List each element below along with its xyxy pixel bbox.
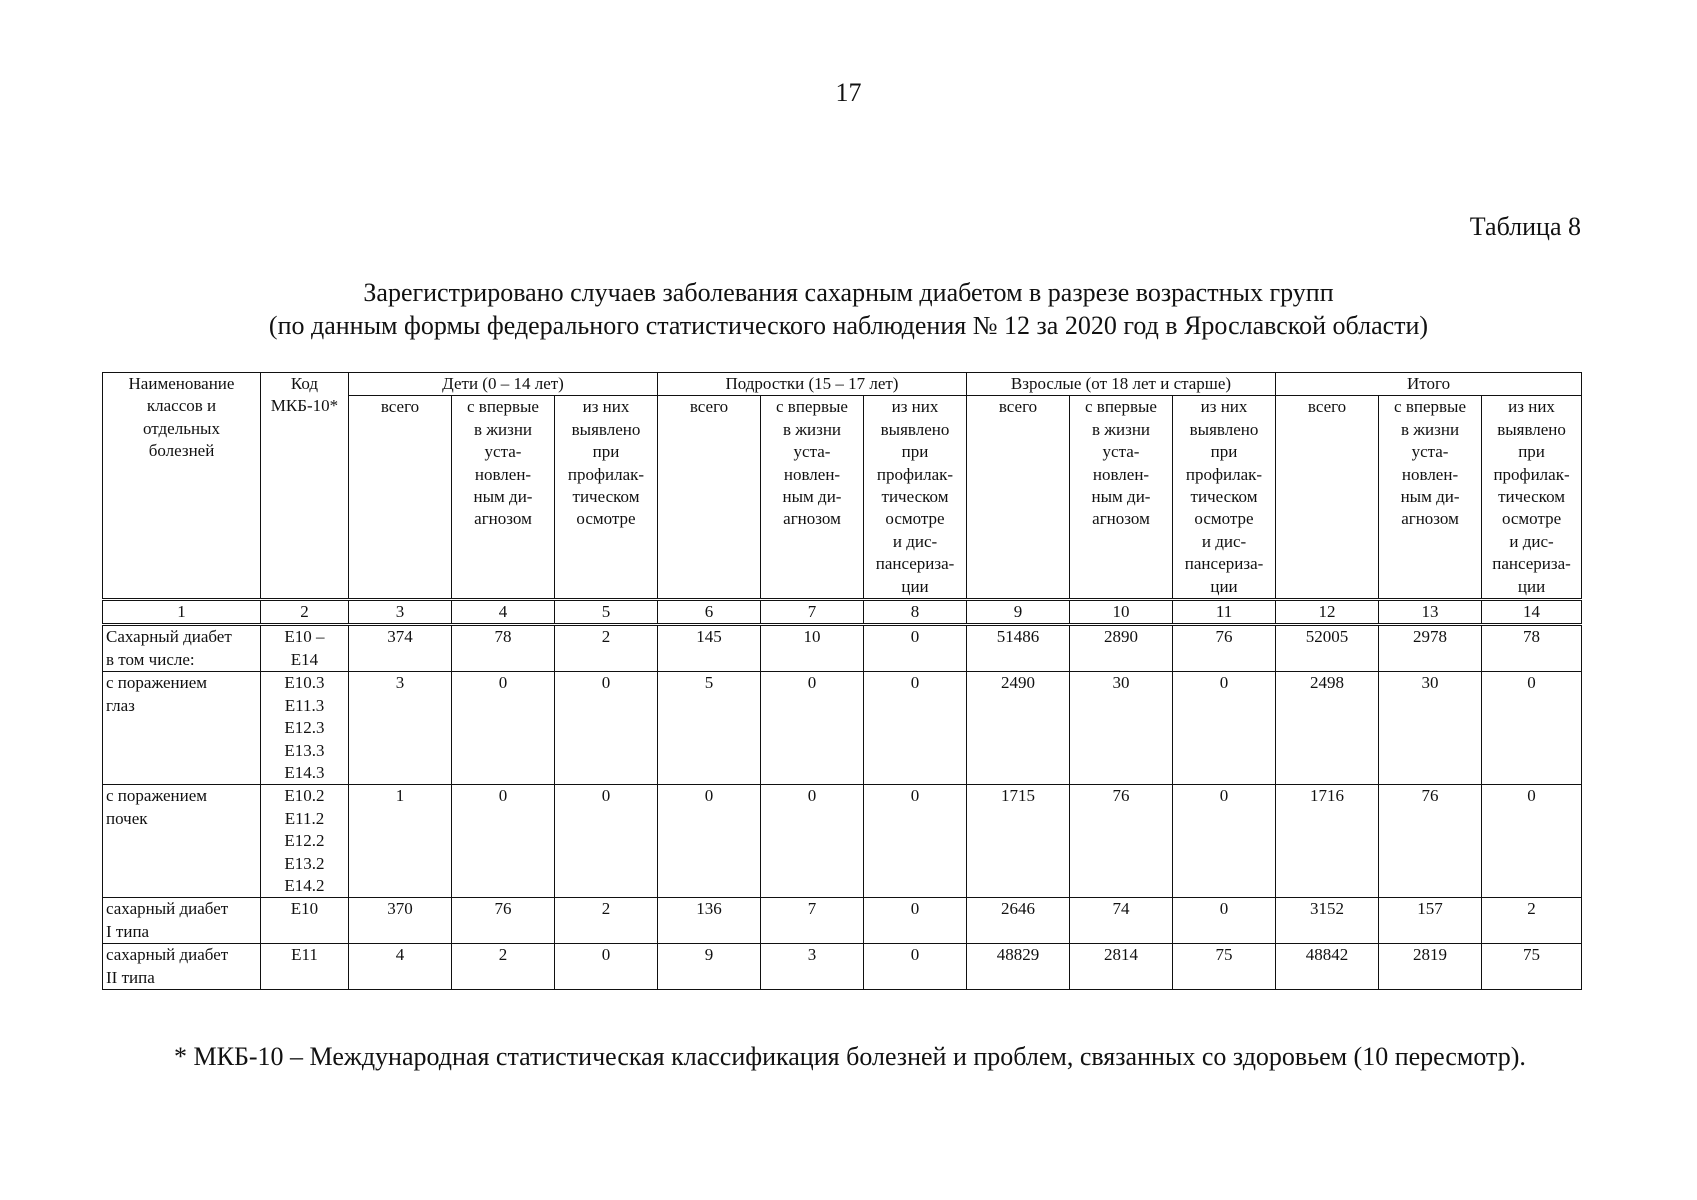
- header-name: Наименование классов и отдельных болезней: [103, 373, 261, 600]
- table-cell: 3152: [1276, 898, 1379, 944]
- table-cell: 76: [1173, 625, 1276, 672]
- table-cell: 3: [761, 944, 864, 990]
- table-cell: 76: [1379, 785, 1482, 898]
- table-cell: 2490: [967, 672, 1070, 785]
- table-cell: 30: [1379, 672, 1482, 785]
- table-title-line-1: Зарегистрировано случаев заболевания сахарным диабетом в разрезе возрастных групп: [363, 278, 1334, 307]
- table-cell: 157: [1379, 898, 1482, 944]
- table-row-diabetes-total: [103, 625, 1582, 672]
- table-label: Таблица 8: [1469, 212, 1581, 241]
- table-cell: 52005: [1276, 625, 1379, 672]
- table-cell: 0: [1173, 672, 1276, 785]
- table-cell: 1716: [1276, 785, 1379, 898]
- table-cell: 0: [555, 785, 658, 898]
- table-cell: 0: [555, 944, 658, 990]
- column-number: 11: [1173, 600, 1276, 625]
- table-cell: 48842: [1276, 944, 1379, 990]
- column-number: 2: [261, 600, 349, 625]
- table-cell: 76: [1070, 785, 1173, 898]
- header-row-groups: [103, 373, 1582, 396]
- table-row-type-1: [103, 898, 1582, 944]
- data-table: [102, 372, 1582, 990]
- header-sub-first: с впервые в жизни уста- новлен- ным ди- агнозом: [452, 396, 555, 600]
- header-group-teens: Подростки (15 – 17 лет): [658, 373, 967, 396]
- table-cell: 136: [658, 898, 761, 944]
- table-cell: 1: [349, 785, 452, 898]
- table-cell: 2978: [1379, 625, 1482, 672]
- header-group-adults: Взрослые (от 18 лет и старше): [967, 373, 1276, 396]
- table-cell: 2890: [1070, 625, 1173, 672]
- row-code: Е10: [261, 898, 349, 944]
- table-cell: 4: [349, 944, 452, 990]
- table-cell: 0: [761, 672, 864, 785]
- page-number: 17: [835, 78, 862, 107]
- column-number: 1: [103, 600, 261, 625]
- column-number: 6: [658, 600, 761, 625]
- column-number: 7: [761, 600, 864, 625]
- row-code: Е10.3 Е11.3 Е12.3 Е13.3 Е14.3: [261, 672, 349, 785]
- table-cell: 2: [1482, 898, 1582, 944]
- table-cell: 0: [1482, 672, 1582, 785]
- table-cell: 0: [864, 944, 967, 990]
- row-name: сахарный диабет II типа: [103, 944, 261, 990]
- table-cell: 75: [1482, 944, 1582, 990]
- header-sub-total: всего: [658, 396, 761, 600]
- table-cell: 2: [555, 898, 658, 944]
- header-sub-total: всего: [1276, 396, 1379, 600]
- table-cell: 78: [1482, 625, 1582, 672]
- column-number: 3: [349, 600, 452, 625]
- column-number: 14: [1482, 600, 1582, 625]
- header-sub-first: с впервые в жизни уста- новлен- ным ди- агнозом: [1379, 396, 1482, 600]
- table-cell: 2814: [1070, 944, 1173, 990]
- table-cell: 0: [1173, 898, 1276, 944]
- table-cell: 0: [452, 672, 555, 785]
- table-cell: 78: [452, 625, 555, 672]
- table-cell: 0: [1482, 785, 1582, 898]
- table-cell: 2: [452, 944, 555, 990]
- table-row-type-2: [103, 944, 1582, 990]
- table-cell: 5: [658, 672, 761, 785]
- table-cell: 3: [349, 672, 452, 785]
- table-cell: 0: [658, 785, 761, 898]
- table-cell: 0: [452, 785, 555, 898]
- table-row-kidney-damage: [103, 785, 1582, 898]
- column-number: 12: [1276, 600, 1379, 625]
- column-number: 4: [452, 600, 555, 625]
- table-title: [0, 276, 1697, 342]
- header-group-total: Итого: [1276, 373, 1582, 396]
- table-cell: 2646: [967, 898, 1070, 944]
- table-cell: 10: [761, 625, 864, 672]
- header-sub-total: всего: [349, 396, 452, 600]
- header-sub-prof: из них выявлено при профилак- тическом осмотре и дис- пансериза- ции: [1482, 396, 1582, 600]
- row-code: Е10.2 Е11.2 Е12.2 Е13.2 Е14.2: [261, 785, 349, 898]
- table-cell: 145: [658, 625, 761, 672]
- column-number: 5: [555, 600, 658, 625]
- table-cell: 48829: [967, 944, 1070, 990]
- table-title-line-2: (по данным формы федерального статистического наблюдения № 12 за 2020 год в Ярославской области): [268, 311, 1429, 340]
- header-sub-first: с впервые в жизни уста- новлен- ным ди- агнозом: [1070, 396, 1173, 600]
- column-number: 13: [1379, 600, 1482, 625]
- row-name: с поражением глаз: [103, 672, 261, 785]
- table-cell: 76: [452, 898, 555, 944]
- header-sub-prof: из них выявлено при профилак- тическом осмотре и дис- пансериза- ции: [864, 396, 967, 600]
- header-sub-prof: из них выявлено при профилак- тическом осмотре: [555, 396, 658, 600]
- table-cell: 2819: [1379, 944, 1482, 990]
- table-cell: 2: [555, 625, 658, 672]
- table-cell: 0: [864, 785, 967, 898]
- header-sub-total: всего: [967, 396, 1070, 600]
- table-cell: 7: [761, 898, 864, 944]
- table-cell: 1715: [967, 785, 1070, 898]
- row-name: сахарный диабет I типа: [103, 898, 261, 944]
- header-sub-prof: из них выявлено при профилак- тическом осмотре и дис- пансериза- ции: [1173, 396, 1276, 600]
- row-name: с поражением почек: [103, 785, 261, 898]
- column-number: 9: [967, 600, 1070, 625]
- header-group-children: Дети (0 – 14 лет): [349, 373, 658, 396]
- table-cell: 9: [658, 944, 761, 990]
- footnote: * МКБ-10 – Международная статистическая классификация болезней и проблем, связанных со здоровьем (10 пересмотр).: [174, 1042, 1526, 1071]
- table-cell: 2498: [1276, 672, 1379, 785]
- header-sub-first: с впервые в жизни уста- новлен- ным ди- агнозом: [761, 396, 864, 600]
- table-cell: 0: [864, 625, 967, 672]
- table-cell: 74: [1070, 898, 1173, 944]
- column-number: 10: [1070, 600, 1173, 625]
- table-cell: 0: [1173, 785, 1276, 898]
- table-cell: 0: [864, 672, 967, 785]
- table-cell: 370: [349, 898, 452, 944]
- table-cell: 30: [1070, 672, 1173, 785]
- table-cell: 374: [349, 625, 452, 672]
- row-code: Е10 – Е14: [261, 625, 349, 672]
- table-cell: 0: [555, 672, 658, 785]
- table-cell: 75: [1173, 944, 1276, 990]
- row-name: Сахарный диабет в том числе:: [103, 625, 261, 672]
- table-cell: 51486: [967, 625, 1070, 672]
- table-cell: 0: [864, 898, 967, 944]
- table-row-eye-damage: [103, 672, 1582, 785]
- header-code: Код МКБ-10*: [261, 373, 349, 600]
- column-number-row: [103, 600, 1582, 625]
- column-number: 8: [864, 600, 967, 625]
- table-cell: 0: [761, 785, 864, 898]
- row-code: Е11: [261, 944, 349, 990]
